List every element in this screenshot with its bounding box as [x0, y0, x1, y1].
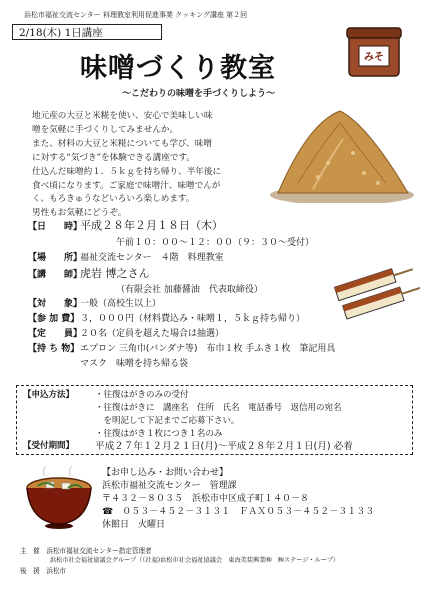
apply-line-4: ・往復はがき１枚につき１名のみ — [95, 429, 223, 439]
target-row — [28, 298, 161, 310]
page-subtitle: ～こだわりの味噌を手づくりしよう～ — [122, 89, 276, 99]
place-label: 【場 所】 — [28, 253, 83, 263]
fee-value: ３，０００円（材料費込み・味噌１，５ｋｇ持ち帰り） — [80, 314, 306, 324]
capacity-value: ２０名（定員を超えた場合は抽選） — [80, 329, 225, 339]
bring-value-1: エプロン 三角巾(バンダナ等) 布巾１枚 手ふき１枚 筆記用具 — [80, 344, 336, 354]
target-value: 一般（高校生以上） — [80, 299, 162, 309]
date-badge: 2/18(木) 1日講座 — [12, 24, 162, 40]
dengaku-illustration — [330, 265, 420, 320]
contact-org: 浜松市福祉交流センター 管理課 — [102, 481, 237, 491]
period-label: 【受付期間】 — [23, 441, 75, 451]
bring-value-2: マスク 味噌を持ち帰る袋 — [80, 359, 189, 369]
fee-label: 【参 加 費】 — [28, 314, 80, 324]
application-box — [16, 385, 413, 455]
miso-pot-illustration — [345, 24, 403, 78]
intro-line: 地元産の大豆と米糀を使い、安心で美味しい味 — [32, 111, 213, 121]
host-row-2: 浜松市社会福祉協議会グループ（（社福)浜松市社会福祉協議会 東海美装興業㈱ ㈱ステージ・ループ） — [50, 557, 340, 564]
place-value: 福祉交流センター ４階 料理教室 — [80, 253, 224, 263]
apply-line-2: ・往復はがきに 講座名 住所 氏名 電話番号 返信用の宛名 — [95, 403, 342, 413]
fee-row — [28, 313, 305, 325]
contact-heading: 【お申し込み・お問い合わせ】 — [102, 468, 229, 478]
contact-holiday: 休館日 火曜日 — [102, 520, 166, 530]
date-label: 【日 時】 — [28, 222, 83, 232]
bring-label: 【持 ち 物】 — [28, 344, 80, 354]
contact-address: 〒４３２－８０３５ 浜松市中区成子町１４０－８ — [102, 494, 310, 504]
apply-line-3: を明記して下記までご応募下さい。 — [95, 416, 240, 426]
date-value: 平成２８年２月１８日（木） — [80, 219, 223, 232]
intro-line: また、材料の大豆と米糀についても学び、味噌 — [32, 138, 212, 149]
contact-phone: ☎ ０５３－４５２－３１３１ ＦＡＸ０５３－４５２－３１３３ — [102, 507, 375, 517]
org-line: 浜松市福祉交流センター 料理教室利用促進事業 クッキング講座 第２回 — [24, 11, 248, 19]
teacher-note: （有限会社 加藤醤油 代表取締役） — [116, 285, 263, 295]
miso-soup-illustration — [24, 466, 94, 530]
intro-line: 男性もお気軽にどうぞ。 — [32, 208, 127, 219]
host-label: 主 催 — [20, 547, 40, 555]
place-row — [28, 252, 224, 264]
capacity-row — [28, 328, 224, 340]
pot-label: みそ — [364, 52, 384, 63]
apply-line-1: ・往復はがきのみの受付 — [95, 390, 189, 400]
support-row — [20, 566, 420, 576]
teacher-label: 【講 師】 — [28, 270, 83, 280]
teacher-value: 虎岩 博之さん — [80, 267, 150, 280]
teacher-row — [28, 268, 150, 281]
bring-row — [28, 343, 335, 355]
time-value: 午前１０：００～１２：００（９：３０～受付） — [116, 238, 315, 248]
intro-line: 食べ頃になります。ご家庭で味噌汁、味噌でんが — [32, 180, 221, 191]
target-label: 【対 象】 — [28, 299, 83, 309]
contact-block — [102, 467, 412, 532]
period-value: 平成２７年１２月２１日(月)～平成２８年２月１日(月) 必着 — [95, 441, 353, 452]
host-value: 浜松市福祉交流センター指定管理者 — [46, 547, 152, 555]
support-value: 浜松市 — [46, 567, 67, 575]
miso-photo — [268, 103, 416, 203]
intro-line: に対する“気づき”を体験できる講座です。 — [32, 152, 195, 163]
intro-line: 仕込んだ味噌約１．５ｋｇを持ち帰り、半年後に — [32, 166, 222, 177]
host-row — [20, 546, 420, 556]
date-row — [28, 220, 223, 233]
support-label: 後 援 — [20, 567, 40, 575]
intro-line: く、もろきゅうなどいろいろ楽しめます。 — [32, 194, 195, 205]
intro-line: 噌を気軽に手づくりしてみませんか。 — [32, 124, 179, 135]
page-title: 味噌づくり教室 — [80, 53, 276, 84]
capacity-label: 【定 員】 — [28, 329, 83, 339]
footer — [20, 546, 420, 576]
method-label: 【申込方法】 — [23, 390, 75, 400]
intro-text — [32, 110, 282, 221]
